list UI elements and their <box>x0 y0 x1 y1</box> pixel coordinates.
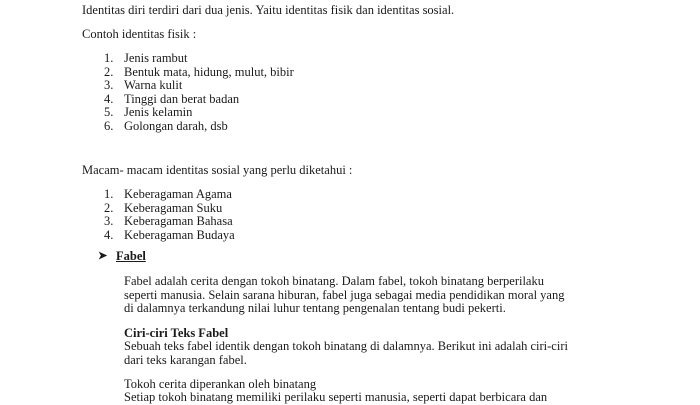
list-number: 2. <box>104 200 114 215</box>
arrow-bullet-icon: ➤ <box>98 250 108 262</box>
paragraph-line: Fabel adalah cerita dengan tokoh binatang. Dalam fabel, tokoh binatang berperilaku <box>124 274 544 288</box>
list-number: 1. <box>104 187 114 201</box>
list-item-text: Golongan darah, dsb <box>124 118 228 133</box>
paragraph-line: di dalamnya terkandung nilai luhur tentang pengenalan tentang budi pekerti. <box>124 301 506 315</box>
tokoh-cerita-paragraph: Setiap tokoh binatang memiliki perilaku seperti manusia, seperti dapat berbicara dan <box>124 390 548 404</box>
fabel-section-heading <box>98 250 146 264</box>
list-item <box>104 202 235 216</box>
list-item-text: Keberagaman Agama <box>124 187 232 201</box>
list-item <box>104 229 235 243</box>
list-item-text: Tinggi dan berat badan <box>124 91 240 106</box>
list-item <box>104 79 294 93</box>
list-number: 3. <box>104 214 114 228</box>
social-identity-list <box>104 188 235 242</box>
list-item <box>104 120 294 134</box>
list-item-text: Bentuk mata, hidung, mulut, bibir <box>124 64 294 79</box>
list-item-text: Warna kulit <box>124 78 183 92</box>
tokoh-cerita-heading: Tokoh cerita diperankan oleh binatang <box>124 377 317 391</box>
list-item-text: Jenis rambut <box>124 51 188 65</box>
physical-identity-list <box>104 52 294 133</box>
list-item <box>104 188 235 202</box>
list-number: 4. <box>104 91 114 106</box>
list-item <box>104 93 294 107</box>
list-number: 2. <box>104 64 114 79</box>
list-number: 5. <box>104 105 114 119</box>
paragraph-line: Sebuah teks fabel identik dengan tokoh binatang di dalamnya. Berikut ini adalah ciri-ciri <box>124 339 568 353</box>
fabel-title: Fabel <box>116 249 146 263</box>
list-item-text: Keberagaman Bahasa <box>124 214 233 228</box>
list-number: 4. <box>104 227 114 242</box>
social-identity-heading: Macam- macam identitas sosial yang perlu diketahui : <box>82 163 353 177</box>
physical-identity-heading: Contoh identitas fisik : <box>82 27 197 41</box>
fabel-paragraph <box>124 275 594 316</box>
list-item <box>104 106 294 120</box>
list-number: 3. <box>104 78 114 92</box>
list-item <box>104 52 294 66</box>
paragraph-line: dari teks karangan fabel. <box>124 352 247 367</box>
list-item-text: Keberagaman Suku <box>124 200 223 215</box>
list-item-text: Keberagaman Budaya <box>124 227 235 242</box>
list-item <box>104 215 235 229</box>
list-item <box>104 66 294 80</box>
paragraph-line: seperti manusia. Selain sarana hiburan, fabel juga sebagai media pendidikan moral yang <box>124 287 565 302</box>
ciri-ciri-heading: Ciri-ciri Teks Fabel <box>124 326 229 340</box>
list-item-text: Jenis kelamin <box>124 105 193 119</box>
list-number: 6. <box>104 118 114 133</box>
intro-paragraph: Identitas diri terdiri dari dua jenis. Yaitu identitas fisik dan identitas sosial. <box>82 3 455 17</box>
list-number: 1. <box>104 51 114 65</box>
ciri-ciri-paragraph <box>124 340 594 367</box>
